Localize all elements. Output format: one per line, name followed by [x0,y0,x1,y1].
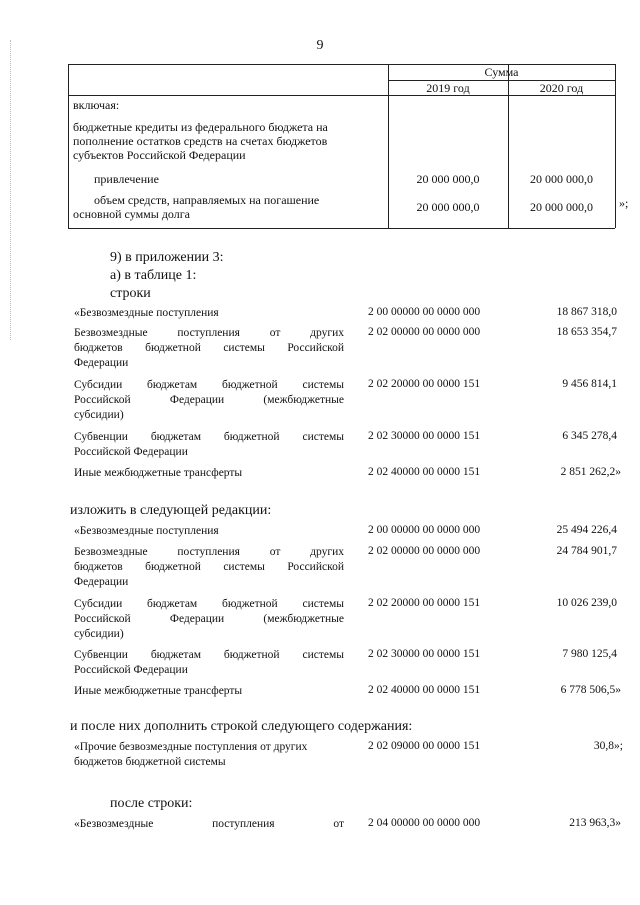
new-row-2-amount: 24 784 901,7 [556,545,617,557]
new-row-5-amount: 6 778 506,5» [560,684,621,696]
repayment-2019: 20 000 000,0 [416,200,480,214]
new-row-1-code: 2 00 00000 00 0000 000 [368,524,481,536]
header-sum: Сумма [484,65,519,79]
old-row-2-amount: 18 653 354,7 [556,326,617,338]
last-row-code: 2 04 00000 00 0000 000 [368,817,481,829]
repayment-line-2: основной суммы долга [73,207,190,221]
old-row-4-amount: 6 345 278,4 [562,430,617,442]
add-row-amount: 30,8»; [593,740,623,752]
add-after-label: и после них дополнить строкой следующего содержания: [70,719,413,734]
attraction-2020: 20 000 000,0 [530,172,593,186]
budget-credits-line-3: субъектов Российской Федерации [73,148,246,162]
attraction-2019: 20 000 000,0 [416,172,480,186]
old-row-4-code: 2 02 30000 00 0000 151 [368,430,481,442]
old-row-3-line-3: субсидии) [74,409,124,421]
table-closing-quote: »; [619,196,629,210]
old-row-1-name: «Безвозмездные поступления [74,307,219,319]
table-border-bottom [68,228,615,229]
after-row-label: после строки: [110,796,193,811]
budget-credits-line-2: пополнение остатков средств на счетах бюджетов [73,134,328,148]
old-row-1-amount: 18 867 318,0 [556,306,617,318]
new-row-2-line-2: бюджетов бюджетной системы Российской [74,561,344,573]
budget-credits-line-1: бюджетные кредиты из федерального бюджета на [73,120,328,134]
new-row-4-code: 2 02 30000 00 0000 151 [368,648,481,660]
attraction-label: привлечение [94,172,159,186]
old-row-5-name: Иные межбюджетные трансферты [74,467,243,479]
add-row-line-1: «Прочие безвозмездные поступления от других [74,741,308,753]
old-row-4-line-1: Субвенции бюджетам бюджетной системы [74,431,344,443]
new-row-3-amount: 10 026 239,0 [556,597,617,609]
rows-label: строки [110,286,151,301]
budget-credits-table [68,64,615,228]
table-header-bottom [68,95,615,96]
header-year-2019: 2019 год [426,81,470,95]
old-row-2-line-2: бюджетов бюджетной системы Российской [74,342,344,354]
old-row-3-line-1: Субсидии бюджетам бюджетной системы [74,379,344,391]
old-row-3-line-2: Российской Федерации (межбюджетные [74,394,344,406]
old-row-3-amount: 9 456 814,1 [562,378,617,390]
new-row-5-code: 2 02 40000 00 0000 151 [368,684,481,696]
header-year-2020: 2020 год [539,81,584,95]
old-row-2-line-1: Безвозмездные поступления от других [74,327,344,339]
table-border-right [615,64,616,228]
new-row-2-line-3: Федерации [74,576,129,588]
page-number: 9 [316,38,324,53]
new-row-1-amount: 25 494 226,4 [556,524,617,536]
last-row-name: «Безвозмездные поступления от [74,818,344,830]
new-row-3-line-3: субсидии) [74,628,124,640]
old-row-2-code: 2 02 00000 00 0000 000 [368,326,481,338]
old-row-5-amount: 2 851 262,2» [560,466,621,478]
new-row-3-line-2: Российской Федерации (межбюджетные [74,613,344,625]
new-row-4-line-1: Субвенции бюджетам бюджетной системы [74,649,344,661]
section-9-heading: 9) в приложении 3: [110,250,224,265]
scan-edge-mark [10,40,11,340]
including-label: включая: [73,98,120,112]
table-border-left [68,64,69,228]
new-row-5-name: Иные межбюджетные трансферты [74,685,243,697]
new-row-3-line-1: Субсидии бюджетам бюджетной системы [74,598,344,610]
new-row-2-code: 2 02 00000 00 0000 000 [368,545,481,557]
new-row-4-line-2: Российской Федерации [74,664,188,676]
old-row-3-code: 2 02 20000 00 0000 151 [368,378,481,390]
add-row-code: 2 02 09000 00 0000 151 [368,740,481,752]
new-row-2-line-1: Безвозмездные поступления от других [74,546,344,558]
state-next-edition: изложить в следующей редакции: [70,503,272,518]
last-row-amount: 213 963,3» [569,817,621,829]
old-row-2-line-3: Федерации [74,357,129,369]
old-row-5-code: 2 02 40000 00 0000 151 [368,466,481,478]
repayment-2020: 20 000 000,0 [530,200,593,214]
old-row-1-code: 2 00 00000 00 0000 000 [368,306,481,318]
new-row-4-amount: 7 980 125,4 [562,648,617,660]
new-row-1-name: «Безвозмездные поступления [74,525,219,537]
section-9-sub-a: а) в таблице 1: [110,268,197,283]
old-row-4-line-2: Российской Федерации [74,446,188,458]
add-row-line-2: бюджетов бюджетной системы [74,756,226,768]
repayment-line-1: объем средств, направляемых на погашение [94,193,320,207]
new-row-3-code: 2 02 20000 00 0000 151 [368,597,481,609]
